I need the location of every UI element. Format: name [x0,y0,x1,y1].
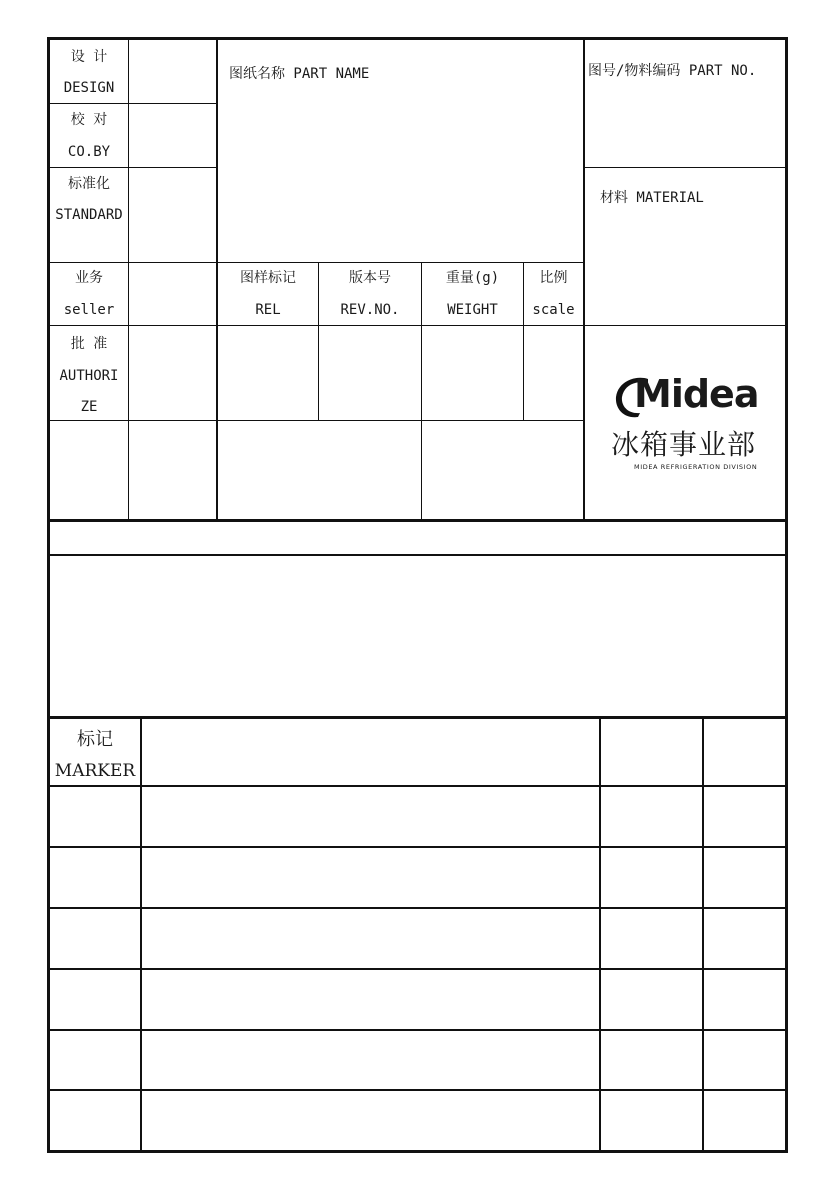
grid-line [50,103,217,104]
part-no-label: 图号/物料编码 PART NO. [588,63,757,79]
grid-line [128,40,129,521]
marker-label-cn: 标记 [77,729,113,750]
division-name-en: MIDEA REFRIGERATION DIVISION [634,463,758,471]
rev-no-label-en: REV.NO. [340,302,400,318]
weight-label-cn: 重量(g) [445,270,500,286]
scale-label-cn: 比例 [539,270,568,286]
grid-line [50,519,786,522]
frame-right [785,37,788,1153]
frame-top [47,37,788,40]
design-label-en: DESIGN [63,80,115,96]
grid-line [50,554,786,556]
authorize-label-cn: 批 准 [70,336,108,352]
grid-line [50,1089,786,1091]
grid-line [50,420,584,421]
grid-line [50,968,786,970]
grid-line [702,719,704,1150]
grid-line [318,263,319,421]
grid-line [50,846,786,848]
frame-bottom [47,1150,788,1153]
seller-label-cn: 业务 [75,270,103,286]
midea-logo: Midea [634,372,759,416]
rel-label-cn: 图样标记 [240,270,296,286]
grid-line [50,262,584,263]
part-name-label: 图纸名称 PART NAME [229,66,370,82]
marker-label-en: MARKER [54,761,136,781]
scale-label-en: scale [532,302,575,318]
standard-label-cn: 标准化 [68,176,110,192]
rev-no-label-cn: 版本号 [349,270,391,286]
authorize-label-en-1: AUTHORI [59,368,119,384]
check-label-en: CO.BY [67,144,111,160]
design-label-cn: 设 计 [70,49,108,65]
authorize-label-en-2: ZE [80,399,98,415]
grid-line [583,167,786,168]
grid-line [50,785,786,787]
grid-line [599,719,601,1150]
check-label-cn: 校 对 [70,112,108,128]
standard-label-en: STANDARD [55,207,123,223]
grid-line [140,719,142,1150]
material-label: 材料 MATERIAL [600,190,704,206]
grid-line [50,716,786,719]
seller-label-en: seller [63,302,115,318]
rel-label-en: REL [255,302,281,318]
grid-line [50,1029,786,1031]
division-name-cn: 冰箱事业部 [611,428,757,461]
weight-label-en: WEIGHT [447,302,498,318]
grid-line [50,325,786,326]
grid-line [50,907,786,909]
grid-line [523,263,524,421]
grid-line [50,167,217,168]
grid-line [583,40,585,521]
frame-left [47,37,50,1153]
